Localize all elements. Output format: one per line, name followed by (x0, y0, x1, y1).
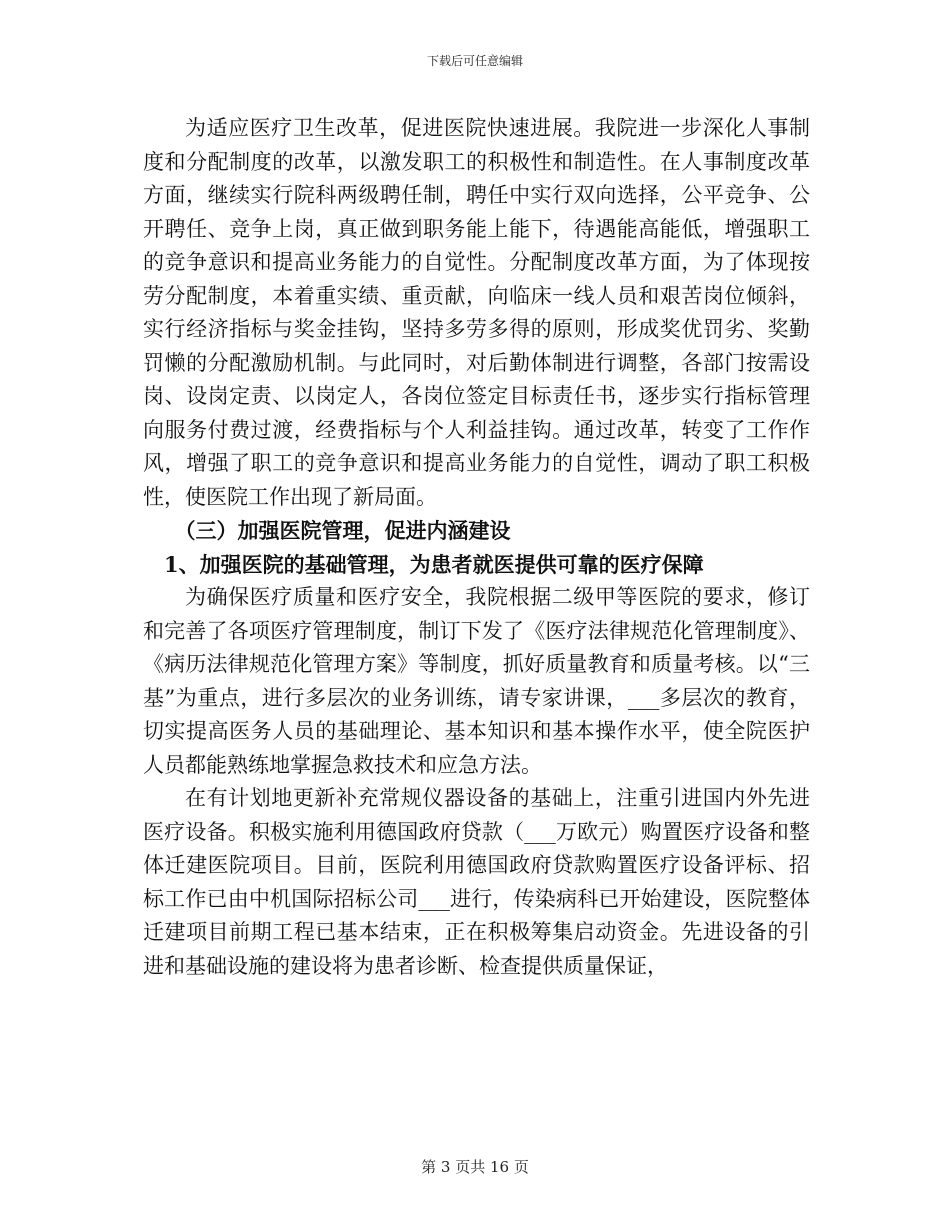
page-header: 下载后可任意编辑 (426, 54, 523, 68)
page-number-footer: 第 3 页共 16 页 (421, 1158, 529, 1176)
document-body (143, 112, 810, 983)
paragraph-medical-quality: 为确保医疗质量和医疗安全，我院根据二级甲等医院的要求，修订和完善了各项医疗管理制度，制订下发了《医疗法律规范化管理制度》、《病历法律规范化管理方案》等制度，抓好质量教育和质量考核。以“三基”为重点，进行多层次的业务训练，请专家讲课，___多层次的教育，切实提高医务人员的基础理论、基本知识和基本操作水平，使全院医护人员都能熟练地掌握急救技术和应急方法。 (143, 585, 810, 777)
subsection-heading: 1、加强医院的基础管理，为患者就医提供可靠的医疗保障 (164, 551, 704, 577)
section-heading: （三）加强医院管理，促进内涵建设 (174, 518, 511, 543)
paragraph-equipment: 在有计划地更新补充常规仪器设备的基础上，注重引进国内外先进医疗设备。积极实施利用德国政府贷款（___万欧元）购置医疗设备和整体迁建医院项目。目前，医院利用德国政府贷款购置医疗设备评标、招标工作已由中机国际招标公司___进行，传染病科已开始建设，医院整体迁建项目前期工程已基本结束，正在积极筹集启动资金。先进设备的引进和基础设施的建设将为患者诊断、检查提供质量保证， (143, 786, 810, 978)
paragraph-personnel-reform: 为适应医疗卫生改革，促进医院快速进展。我院进一步深化人事制度和分配制度的改革，以激发职工的积极性和制造性。在人事制度改革方面，继续实行院科两级聘任制，聘任中实行双向选择，公平竞争、公开聘任、竞争上岗，真正做到职务能上能下，待遇能高能低，增强职工的竞争意识和提高业务能力的自觉性。分配制度改革方面，为了体现按劳分配制度，本着重实绩、重贡献，向临床一线人员和艰苦岗位倾斜，实行经济指标与奖金挂钩，坚持多劳多得的原则，形成奖优罚劣、奖勤罚懒的分配激励机制。与此同时，对后勤体制进行调整，各部门按需设岗、设岗定责、以岗定人，各岗位签定目标责任书，逐步实行指标管理向服务付费过渡，经费指标与个人利益挂钩。通过改革，转变了工作作风，增强了职工的竞争意识和提高业务能力的自觉性，调动了职工积极性，使医院工作出现了新局面。 (143, 116, 810, 509)
